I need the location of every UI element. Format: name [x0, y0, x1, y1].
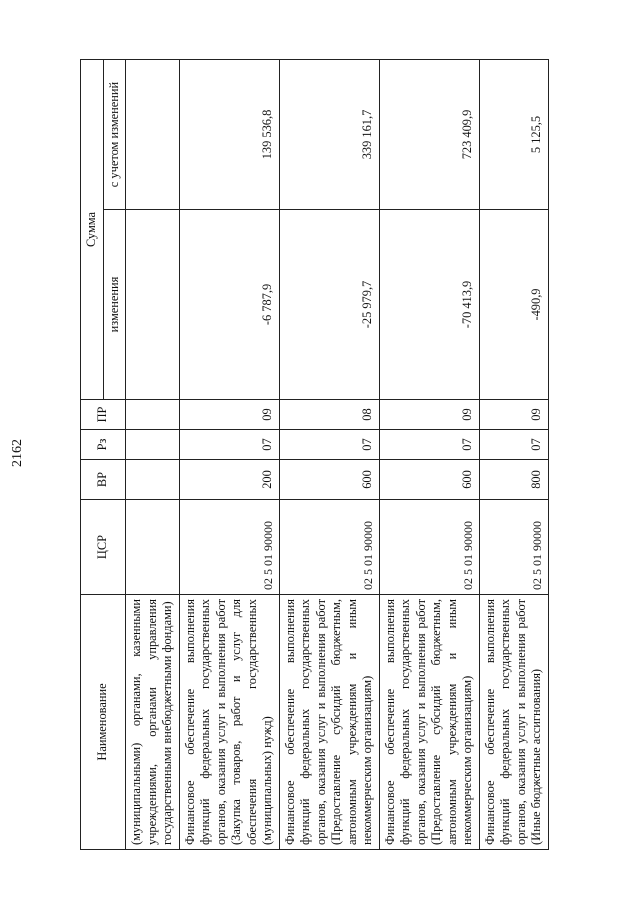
- table-row: [279, 60, 379, 850]
- row-csr: 02 5 01 90000: [179, 500, 279, 595]
- row-pr: [126, 400, 180, 430]
- page-number: [0, 438, 36, 468]
- table-row: [379, 60, 479, 850]
- row-name: Финансовое обеспечение выполнения функций федеральных государственных органов, оказания услуг и выполнения работ (Иные бюджетные ассигнования): [479, 595, 548, 850]
- row-pr: 09: [379, 400, 479, 430]
- header-pr: ПР: [81, 400, 126, 430]
- row-change: -490,9: [479, 210, 548, 400]
- row-rz: 07: [279, 430, 379, 460]
- header-row-1: [81, 60, 104, 850]
- row-name: Финансовое обеспечение выполнения функций федеральных государственных органов, оказания услуг и выполнения работ (Предоставление субсидий бюджетным, автономным учреждениям и иным некоммерческим организациям): [279, 595, 379, 850]
- row-name: Финансовое обеспечение выполнения функций федеральных государственных органов, оказания услуг и выполнения работ (Закупка товаров, работ и услуг для обеспечения государственных (муниципальных) нужд): [179, 595, 279, 850]
- row-total: 139 536,8: [179, 60, 279, 210]
- row-pr: 09: [479, 400, 548, 430]
- row-change: [126, 210, 180, 400]
- header-vr: ВР: [81, 460, 126, 500]
- table-row: [126, 60, 180, 850]
- header-rz: Рз: [81, 430, 126, 460]
- row-vr: 600: [279, 460, 379, 500]
- row-vr: 200: [179, 460, 279, 500]
- table-row: [479, 60, 548, 850]
- row-name: Финансовое обеспечение выполнения функций федеральных государственных органов, оказания услуг и выполнения работ (Предоставление субсидий бюджетным, автономным учреждениям и иным некоммерческим организациям): [379, 595, 479, 850]
- row-vr: 600: [379, 460, 479, 500]
- header-name: Наименование: [81, 595, 126, 850]
- row-change: -70 413,9: [379, 210, 479, 400]
- table-row: [179, 60, 279, 850]
- row-vr: [126, 460, 180, 500]
- row-pr: 08: [279, 400, 379, 430]
- budget-table: [80, 59, 549, 850]
- row-csr: 02 5 01 90000: [479, 500, 548, 595]
- row-change: -6 787,9: [179, 210, 279, 400]
- row-total: 5 125,5: [479, 60, 548, 210]
- row-csr: [126, 500, 180, 595]
- row-csr: 02 5 01 90000: [379, 500, 479, 595]
- budget-table-rotated: [80, 60, 580, 850]
- row-name: (муниципальными) органами, казенными учреждениями, органами управления государственными внебюджетными фондами): [126, 595, 180, 850]
- header-sum: Сумма: [81, 60, 104, 400]
- header-change: изменения: [103, 210, 126, 400]
- row-csr: 02 5 01 90000: [279, 500, 379, 595]
- row-total: 723 409,9: [379, 60, 479, 210]
- row-pr: 09: [179, 400, 279, 430]
- row-total: 339 161,7: [279, 60, 379, 210]
- row-rz: 07: [479, 430, 548, 460]
- header-csr: ЦСР: [81, 500, 126, 595]
- row-total: [126, 60, 180, 210]
- row-rz: 07: [179, 430, 279, 460]
- header-total: с учетом изменений: [103, 60, 126, 210]
- row-vr: 800: [479, 460, 548, 500]
- row-change: -25 979,7: [279, 210, 379, 400]
- row-rz: 07: [379, 430, 479, 460]
- row-rz: [126, 430, 180, 460]
- page-number-text: 2162: [10, 439, 25, 467]
